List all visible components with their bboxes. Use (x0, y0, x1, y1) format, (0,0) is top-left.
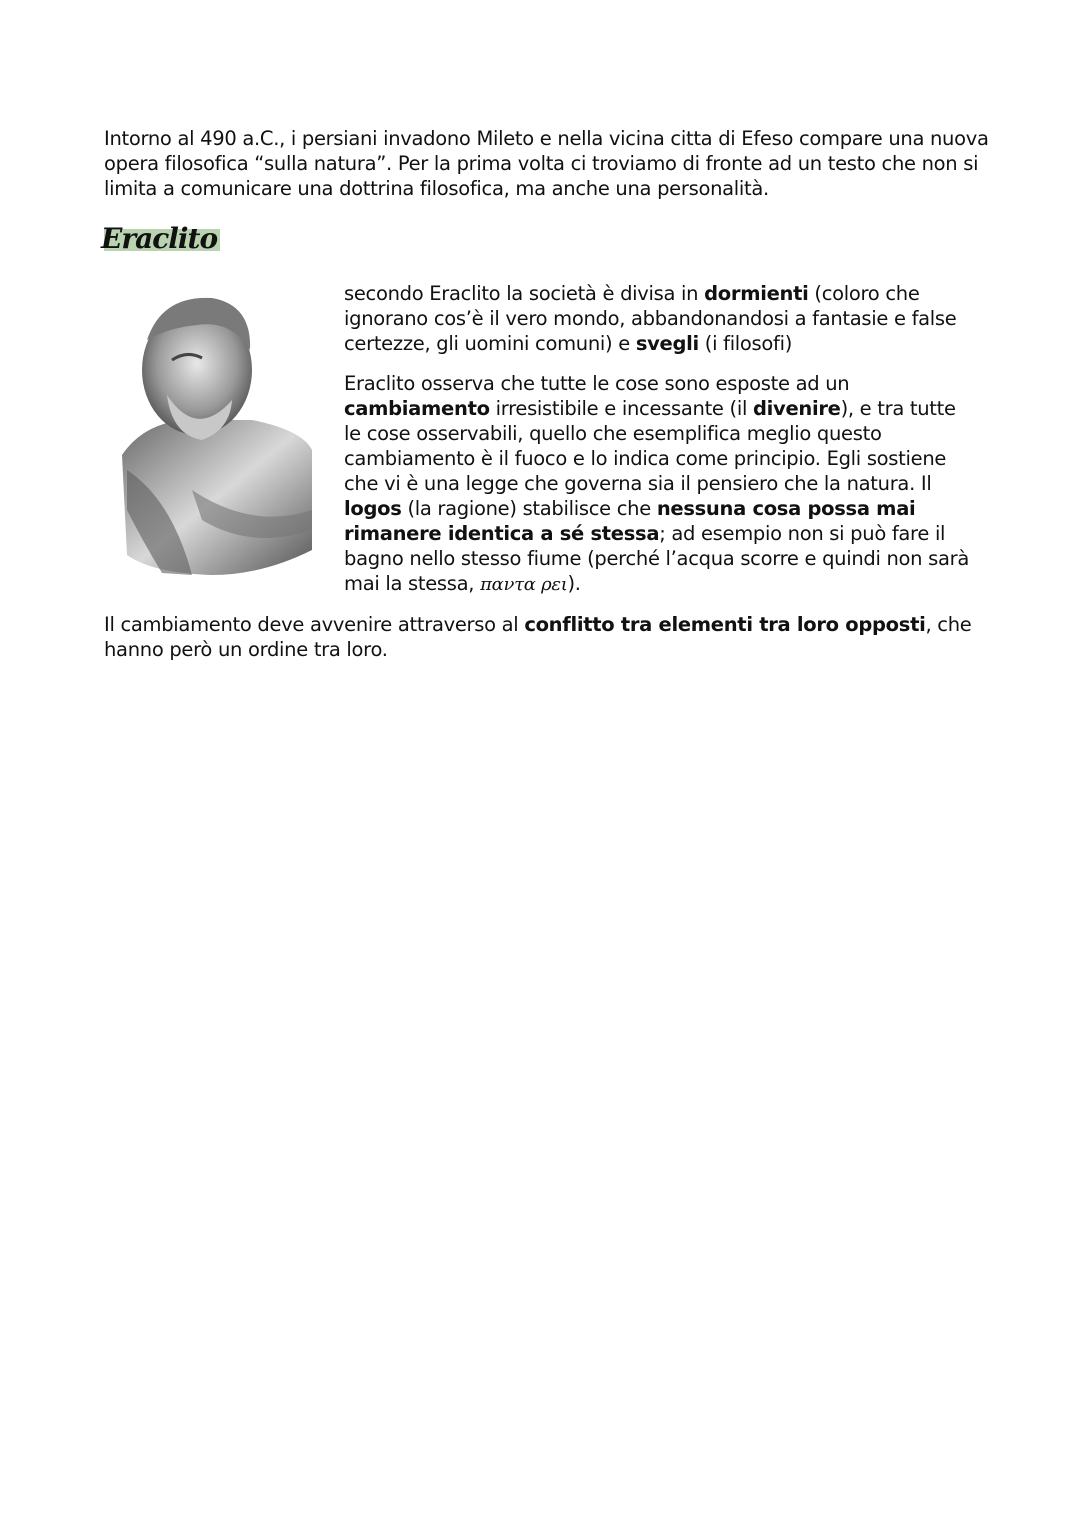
change-paragraph (344, 371, 974, 597)
text-span: (i filosofi) (698, 332, 793, 355)
term-dormienti: dormienti (704, 282, 809, 305)
text-span: (coloro che ignorano cos’è il vero mondo, abbandonandosi a fantasie e false certezze, gli uomini comuni) e (344, 282, 957, 355)
intro-paragraph: Intorno al 490 a.C., i persiani invadono Mileto e nella vicina citta di Efeso compare una nuova opera filosofica “sulla natura”. Per la prima volta ci troviamo di fronte ad un testo che non si limita a comunicare una dottrina filosofica, ma anche una personalità. (104, 127, 989, 200)
term-svegli: svegli (635, 332, 699, 355)
text-span: ), e tra tutte le cose osservabili, quello che esemplifica meglio questo cambiamento è il fuoco e lo indica come principio. Egli sostiene che vi è una legge che governa sia il pensiero che la natura. Il (344, 397, 956, 495)
term-logos: logos (344, 497, 402, 520)
text-span: Il cambiamento deve avvenire attraverso al (104, 613, 525, 636)
text-span: ). (567, 572, 581, 595)
term-conflitto: conflitto tra elementi tra loro opposti (524, 613, 926, 636)
conclusion-paragraph (104, 612, 1004, 662)
text-span: irresistibile e incessante (il (489, 397, 753, 420)
text-span: ; ad esempio non si può fare il bagno nello stesso fiume (perché l’acqua scorre e quindi non sarà mai la stessa, (344, 522, 970, 595)
text-span: , che hanno però un ordine tra loro. (104, 613, 972, 661)
term-cambiamento: cambiamento (344, 397, 490, 420)
term-divenire: divenire (752, 397, 841, 420)
section-heading (101, 222, 217, 255)
heraclitus-bust-image (112, 290, 317, 575)
society-paragraph (344, 281, 974, 356)
term-nessuna-cosa: nessuna cosa possa mai rimanere identica a sé stessa (344, 497, 916, 545)
text-span: (la ragione) stabilisce che (401, 497, 657, 520)
greek-phrase: παντα ρει (480, 574, 568, 595)
text-span: Eraclito osserva che tutte le cose sono esposte ad un (344, 372, 850, 395)
heading-title: Eraclito (101, 222, 218, 255)
text-span: secondo Eraclito la società è divisa in (344, 282, 705, 305)
